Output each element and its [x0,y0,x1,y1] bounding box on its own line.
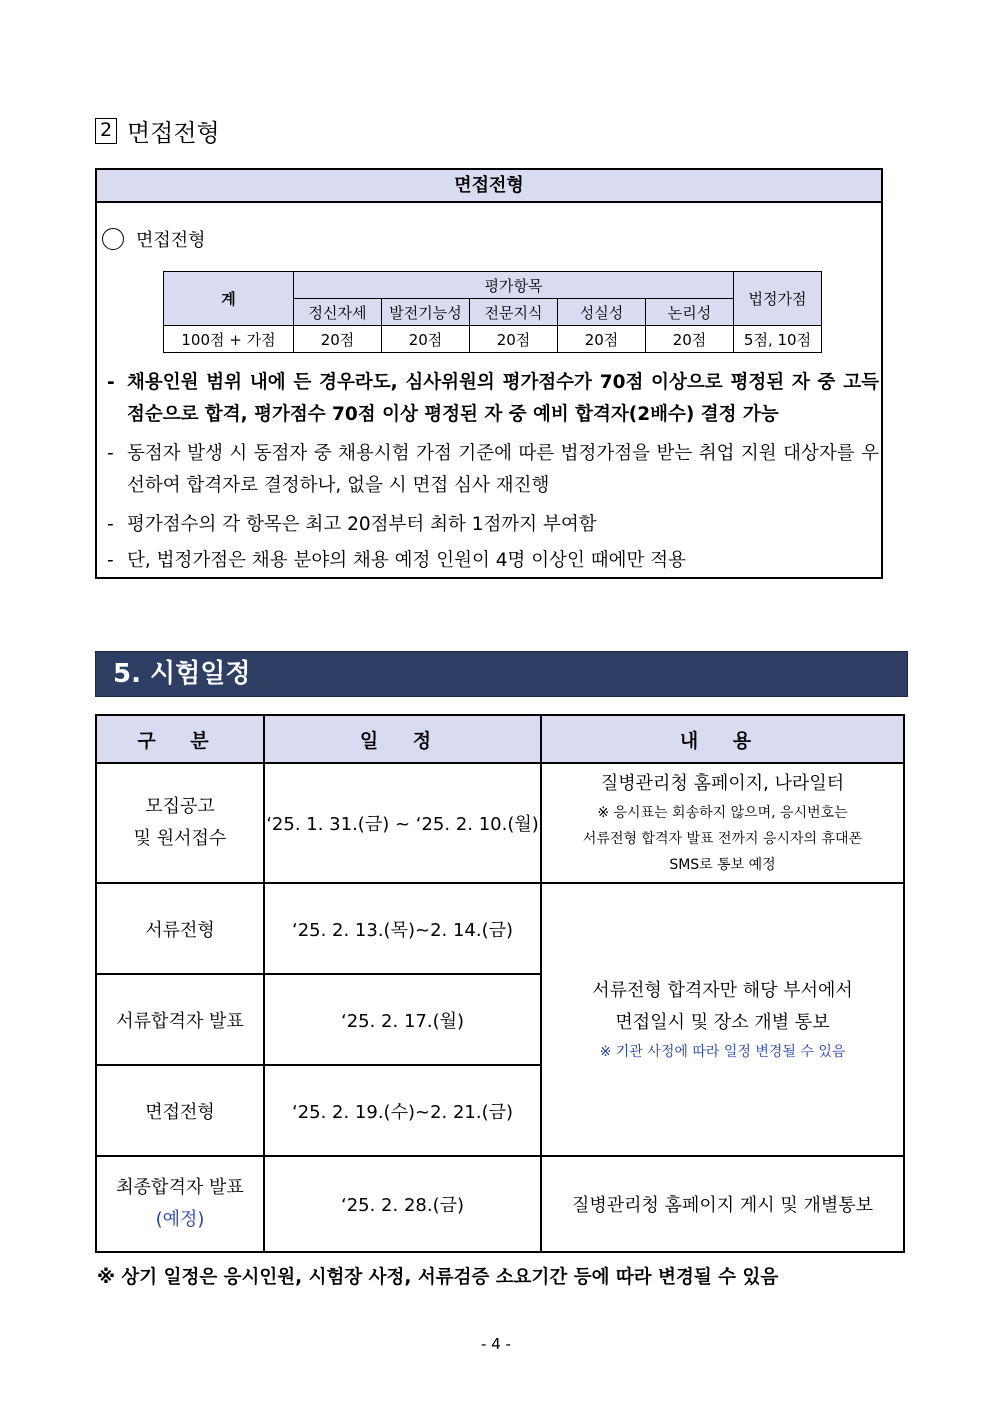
eval-item-value: 20점 [294,326,382,353]
content-note: ※ 응시표는 회송하지 않으며, 응시번호는 [597,805,848,821]
note-text: 평가점수의 각 항목은 최고 20점부터 최하 1점까지 부여함 [127,514,597,535]
interview-sub-heading [102,226,206,252]
note-text: 채용인원 범위 내에 든 경우라도, 심사위원의 평가점수가 70점 이상으로 평정된 자 중 고득점순으로 합격, 평가점수 70점 이상 평정된 자 중 예비 합격자(2배수) 결정 가능 [127,372,879,425]
merged-content-note: ※ 기관 사정에 따라 일정 변경될 수 있음 [599,1043,846,1060]
note-item: - 단, 법정가점은 채용 분야의 채용 예정 인원이 4명 이상인 때에만 적용 [107,545,879,577]
header-schedule: 일 정 [264,715,541,763]
circle-bullet-icon [102,228,124,250]
content-note: 서류전형 합격자 발표 전까지 응시자의 휴대폰 [582,831,863,847]
note-item: - 평가점수의 각 항목은 최고 20점부터 최하 1점까지 부여함 [107,509,879,541]
row-category [96,763,264,883]
row-schedule: ‘25. 2. 28.(금) [264,1156,541,1252]
row-category [96,1156,264,1252]
eval-item-header: 전문지식 [470,299,558,326]
eval-bonus-value: 5점, 10점 [734,326,822,353]
row-content: 질병관리청 홈페이지 게시 및 개별통보 [541,1156,904,1252]
interview-box [95,168,883,579]
interview-box-header: 면접전형 [97,170,881,203]
note-item: - 채용인원 범위 내에 든 경우라도, 심사위원의 평가점수가 70점 이상으로 평정된 자 중 고득점순으로 합격, 평가점수 70점 이상 평정된 자 중 예비 합격자(2배수) 결정 가능 [107,367,879,431]
eval-total-header: 계 [164,272,294,326]
section-2-heading: 면접전형 [127,119,220,147]
row-schedule: ‘25. 1. 31.(금) ~ ‘25. 2. 10.(월) [264,763,541,883]
table-row [96,763,904,883]
sub-heading-text: 면접전형 [136,230,206,251]
merged-content-line: 면접일시 및 장소 개별 통보 [615,1011,830,1033]
row-category: 서류전형 [96,883,264,974]
note-text: 단, 법정가점은 채용 분야의 채용 예정 인원이 4명 이상인 때에만 적용 [127,550,686,571]
eval-items-header: 평가항목 [294,272,734,299]
category-line: 최종합격자 발표 [116,1177,244,1198]
row-content [541,763,904,883]
note-text: 동점자 발생 시 동점자 중 채용시험 가점 기준에 따른 법정가점을 받는 취업 지원 대상자를 우선하여 합격자로 결정하나, 없을 시 면접 심사 재진행 [127,443,879,496]
content-note: SMS로 통보 예정 [669,857,776,873]
eval-item-header: 정신자세 [294,299,382,326]
row-category: 면접전형 [96,1065,264,1156]
category-line: 모집공고 [145,796,215,817]
section-5-banner: 5. 시험일정 [95,651,908,697]
row-schedule: ‘25. 2. 13.(목)~2. 14.(금) [264,883,541,974]
interview-notes [107,367,879,584]
eval-total-value: 100점 + 가점 [164,326,294,353]
table-row [96,883,904,974]
eval-item-value: 20점 [470,326,558,353]
row-schedule: ‘25. 2. 19.(수)~2. 21.(금) [264,1065,541,1156]
merged-content-cell [541,883,904,1156]
eval-item-header: 발전기능성 [382,299,470,326]
content-main: 질병관리청 홈페이지, 나라일터 [600,773,845,794]
eval-item-value: 20점 [382,326,470,353]
section-number-box: 2 [95,118,117,144]
page-number: - 4 - [481,1335,511,1353]
eval-bonus-header: 법정가점 [734,272,822,326]
evaluation-table [163,271,822,353]
header-category: 구 분 [96,715,264,763]
category-line: 및 원서접수 [133,828,227,849]
row-category: 서류합격자 발표 [96,974,264,1065]
eval-item-value: 20점 [558,326,646,353]
merged-content-line: 서류전형 합격자만 해당 부서에서 [592,979,853,1001]
schedule-table [95,714,905,1253]
eval-item-header: 논리성 [646,299,734,326]
row-schedule: ‘25. 2. 17.(월) [264,974,541,1065]
note-item: - 동점자 발생 시 동점자 중 채용시험 가점 기준에 따른 법정가점을 받는 취업 지원 대상자를 우선하여 합격자로 결정하나, 없을 시 면접 심사 재진행 [107,438,879,502]
section-2-title [95,113,220,148]
eval-item-value: 20점 [646,326,734,353]
header-content: 내 용 [541,715,904,763]
category-note: (예정) [155,1209,205,1230]
table-header-row [96,715,904,763]
eval-item-header: 성실성 [558,299,646,326]
table-row [96,1156,904,1252]
schedule-footnote: ※ 상기 일정은 응시인원, 시험장 사정, 서류검증 소요기간 등에 따라 변경될 수 있음 [97,1267,779,1288]
